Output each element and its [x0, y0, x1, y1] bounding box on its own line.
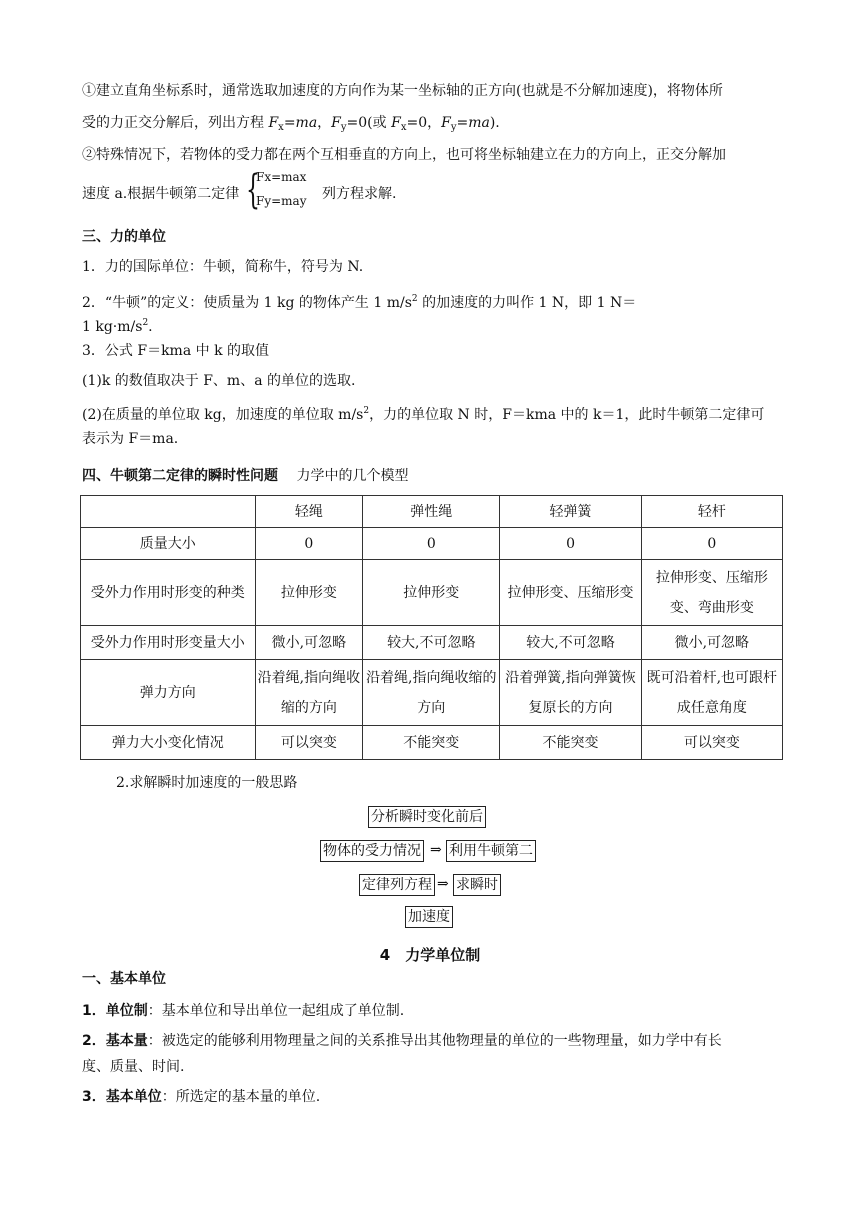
- section3-item3: 3．公式 F＝kma 中 k 的取值: [82, 343, 270, 359]
- table-row: [81, 660, 783, 726]
- section4-heading-line: [82, 465, 408, 487]
- section3-item2-cont: 1 $kg\cdot m/s^2$.: [82, 318, 153, 335]
- table-cell: 拉伸形变: [255, 560, 363, 626]
- table-cell: 可以突变: [641, 726, 782, 760]
- table-cell: 不能突变: [363, 726, 500, 760]
- table-row-label: 受外力作用时形变的种类: [81, 560, 256, 626]
- table-cell: 拉伸形变、压缩形变、弯曲形变: [641, 560, 782, 626]
- table-header-cell: [81, 496, 256, 528]
- table-row-label: 质量大小: [81, 528, 256, 560]
- para1-line2: 受的力正交分解后，列出方程 $F_x=ma$，$F_y=0$(或 $F_x=0$，$F_y=ma$).: [82, 115, 500, 133]
- table-cell: 较大,不可忽略: [500, 626, 641, 660]
- para2-line1: ②特殊情况下，若物体的受力都在两个互相垂直的方向上，也可将坐标轴建立在力的方向上，正交分解加: [82, 147, 726, 163]
- table-cell: 0: [255, 528, 363, 560]
- flow-intro: 2.求解瞬时加速度的一般思路: [116, 775, 298, 791]
- table-row: [81, 726, 783, 760]
- flow-box-newton: 利用牛顿第二: [446, 840, 536, 862]
- flow-box-forces: 物体的受力情况: [320, 840, 424, 862]
- table-cell: 既可沿着杆,也可跟杆成任意角度: [641, 660, 782, 726]
- table-cell: 较大,不可忽略: [363, 626, 500, 660]
- para2-line2-pre: 速度 a.根据牛顿第二定律: [82, 186, 240, 202]
- implies-arrow-icon: ⇒: [437, 876, 449, 892]
- table-cell: 沿着绳,指向绳收缩的方向: [363, 660, 500, 726]
- section1-item3: 3．基本单位：所选定的基本量的单位.: [82, 1089, 321, 1105]
- section1-item2: 2．基本量：被选定的能够利用物理量之间的关系推导出其他物理量的单位的一些物理量，如力学中有长: [82, 1033, 722, 1049]
- para2-line2-post: 列方程求解.: [322, 186, 397, 202]
- section1-heading: 一、基本单位: [82, 971, 166, 987]
- section3-sub2: (2)在质量的单位取 kg，加速度的单位取 $m/s^2$，力的单位取 N 时，F＝kma 中的 k＝1，此时牛顿第二定律可: [82, 406, 765, 423]
- section3-heading: 三、力的单位: [82, 229, 166, 245]
- section3-sub2-cont: 表示为 F＝ma.: [82, 431, 179, 447]
- section1-item1: 1．单位制：基本单位和导出单位一起组成了单位制.: [82, 1003, 405, 1019]
- formula-eq1: Fx=max: [256, 170, 307, 184]
- table-cell: 0: [363, 528, 500, 560]
- table-cell: 不能突变: [500, 726, 641, 760]
- section4-heading: 四、牛顿第二定律的瞬时性问题: [82, 468, 278, 484]
- para1-line1: ①建立直角坐标系时，通常选取加速度的方向作为某一坐标轴的正方向(也就是不分解加速度)，将物体所: [82, 83, 723, 99]
- table-cell: 微小,可忽略: [255, 626, 363, 660]
- flow-box-instant: 求瞬时: [453, 874, 501, 896]
- table-cell: 沿着绳,指向绳收缩的方向: [255, 660, 363, 726]
- table-cell: 沿着弹簧,指向弹簧恢复原长的方向: [500, 660, 641, 726]
- table-cell: 微小,可忽略: [641, 626, 782, 660]
- table-row-label: 弹力方向: [81, 660, 256, 726]
- table-header-cell: 轻杆: [641, 496, 782, 528]
- section3-sub1: (1)k 的数值取决于 F、m、a 的单位的选取.: [82, 373, 356, 389]
- section3-item1: 1．力的国际单位：牛顿，简称牛，符号为 N.: [82, 259, 364, 275]
- table-header-cell: 弹性绳: [363, 496, 500, 528]
- table-row: [81, 560, 783, 626]
- table-cell: 可以突变: [255, 726, 363, 760]
- table-cell: 拉伸形变、压缩形变: [500, 560, 641, 626]
- section4-subheading: 力学中的几个模型: [296, 468, 409, 484]
- table-cell: 拉伸形变: [363, 560, 500, 626]
- table-cell: 0: [500, 528, 641, 560]
- table-row: [81, 528, 783, 560]
- section3-item2: 2．“牛顿”的定义：使质量为 1 kg 的物体产生 1 $m/s^2$ 的加速度的力叫作 1 N，即 1 N＝: [82, 294, 637, 311]
- chapter-title: 4 力学单位制: [379, 946, 481, 964]
- table-cell: 0: [641, 528, 782, 560]
- table-header-cell: 轻弹簧: [500, 496, 641, 528]
- table-header-cell: 轻绳: [255, 496, 363, 528]
- table-row-label: 受外力作用时形变量大小: [81, 626, 256, 660]
- formula-eq2: Fy=may: [256, 194, 307, 208]
- table-header-row: [81, 496, 783, 528]
- left-brace-icon: {: [246, 167, 260, 213]
- flow-box-acceleration: 加速度: [405, 906, 453, 928]
- implies-arrow-icon: ⇒: [430, 842, 442, 858]
- table-row: [81, 626, 783, 660]
- section1-item2-cont: 度、质量、时间.: [82, 1059, 185, 1075]
- table-row-label: 弹力大小变化情况: [81, 726, 256, 760]
- flow-box-analyze: 分析瞬时变化前后: [368, 806, 486, 828]
- flow-box-equation: 定律列方程: [359, 874, 435, 896]
- mechanics-models-table: [80, 495, 783, 760]
